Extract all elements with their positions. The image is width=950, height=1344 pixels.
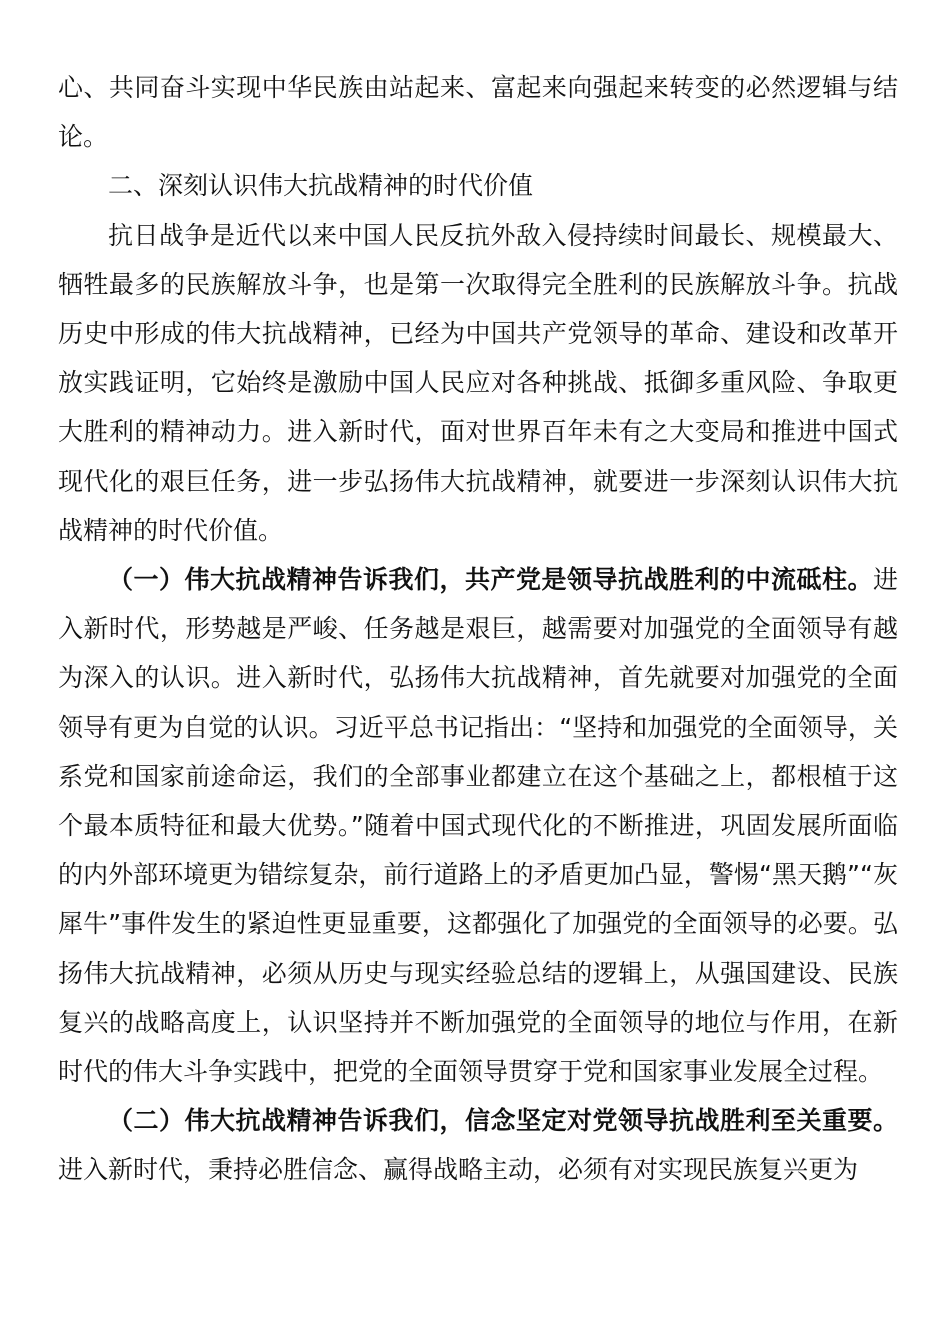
document-body: [58, 63, 898, 1195]
subsection-heading-2: （二）伟大抗战精神告诉我们，信念坚定对党领导抗战胜利至关重要。: [108, 1106, 898, 1136]
section-heading: 二、深刻认识伟大抗战精神的时代价值: [108, 171, 534, 201]
paragraph-continuation: 心、共同奋斗实现中华民族由站起来、富起来向强起来转变的必然逻辑与结论。: [58, 73, 898, 152]
subsection-heading-1: （一）伟大抗战精神告诉我们，共产党是领导抗战胜利的中流砥柱。: [108, 565, 873, 595]
subsection-text-1: 进入新时代，形势越是严峻、任务越是艰巨，越需要对加强党的全面领导有越为深入的认识。进入新时代，弘扬伟大抗战精神，首先就要对加强党的全面领导有更为自觉的认识。习近平总书记指出：“坚持和加强党的全面领导，关系党和国家前途命运，我们的全部事业都建立在这个基础之上，都根植于这个最本质特征和最大优势。”随着中国式现代化的不断推进，巩固发展所面临的内外部环境更为错综复杂，前行道路上的矛盾更加凸显，警惕“黑天鹅”“灰犀牛”事件发生的紧迫性更显重要，这都强化了加强党的全面领导的必要。弘扬伟大抗战精神，必须从历史与现实经验总结的逻辑上，从强国建设、民族复兴的战略高度上，认识坚持并不断加强党的全面领导的地位与作用，在新时代的伟大斗争实践中，把党的全面领导贯穿于党和国家事业发展全过程。: [58, 565, 898, 1087]
subsection-text-2: 进入新时代，秉持必胜信念、赢得战略主动，必须有对实现民族复兴更为: [58, 1155, 859, 1185]
paragraph-subsection-1: [58, 555, 898, 1096]
paragraph-subsection-2: [58, 1096, 898, 1194]
paragraph-body: 抗日战争是近代以来中国人民反抗外敌入侵持续时间最长、规模最大、牺牲最多的民族解放斗争，也是第一次取得完全胜利的民族解放斗争。抗战历史中形成的伟大抗战精神，已经为中国共产党领导的革命、建设和改革开放实践证明，它始终是激励中国人民应对各种挑战、抵御多重风险、争取更大胜利的精神动力。进入新时代，面对世界百年未有之大变局和推进中国式现代化的艰巨任务，进一步弘扬伟大抗战精神，就要进一步深刻认识伟大抗战精神的时代价值。: [58, 220, 898, 545]
